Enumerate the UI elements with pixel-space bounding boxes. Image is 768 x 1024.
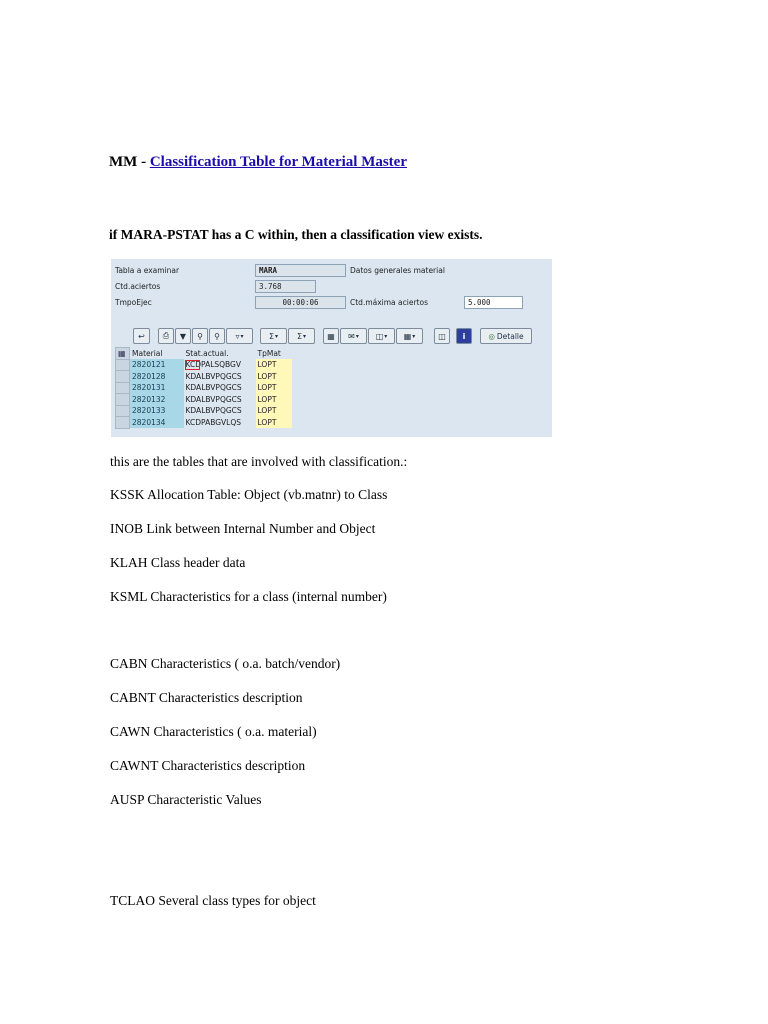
cell-tpmat[interactable]: LOPT xyxy=(256,359,292,371)
body-line: CAWN Characteristics ( o.a. material) xyxy=(110,724,317,739)
find-next-icon[interactable]: ⚲ xyxy=(209,328,225,344)
row-selector[interactable] xyxy=(116,394,130,406)
row-selector[interactable] xyxy=(116,371,130,383)
tabla-label: Tabla a examinar xyxy=(115,266,180,275)
cell-stat[interactable]: KDALBVPQGCS xyxy=(184,405,256,417)
body-line: CAWNT Characteristics description xyxy=(110,758,306,773)
heading-link[interactable]: Classification Table for Material Master xyxy=(149,154,407,170)
detalle-button[interactable] xyxy=(480,328,532,344)
export-icon[interactable]: ◫ ▾ xyxy=(368,328,395,344)
grid-header-row xyxy=(116,348,292,360)
select-all-icon[interactable]: ▦ xyxy=(116,348,130,360)
body-line: CABN Characteristics ( o.a. batch/vendor) xyxy=(110,656,341,671)
aciertos-value: 3.768 xyxy=(255,280,316,293)
print-preview-icon[interactable]: ▦ xyxy=(323,328,339,344)
find-icon[interactable]: ⚲ xyxy=(192,328,208,344)
table-row[interactable] xyxy=(116,394,292,406)
body-line: KLAH Class header data xyxy=(110,555,246,570)
cell-tpmat[interactable]: LOPT xyxy=(256,417,292,429)
cell-tpmat[interactable]: LOPT xyxy=(256,371,292,383)
cell-tpmat[interactable]: LOPT xyxy=(256,394,292,406)
cell-stat[interactable]: KDALBVPQGCS xyxy=(184,394,256,406)
table-row[interactable] xyxy=(116,382,292,394)
cell-stat[interactable]: KCDPABGVLQS xyxy=(184,417,256,429)
cell-stat[interactable] xyxy=(184,359,256,371)
table-row[interactable] xyxy=(116,417,292,429)
row-selector[interactable] xyxy=(116,405,130,417)
sap-screenshot xyxy=(111,259,552,437)
cell-material[interactable]: 2820128 xyxy=(130,371,184,383)
alv-grid xyxy=(115,347,292,429)
detalle-label: Detalle xyxy=(496,331,524,341)
detail-icon: ◎ xyxy=(488,331,495,341)
highlight-box xyxy=(185,360,200,370)
table-row[interactable] xyxy=(116,371,292,383)
cell-material[interactable]: 2820133 xyxy=(130,405,184,417)
print-icon[interactable]: ⎙ xyxy=(158,328,174,344)
heading-prefix: MM - xyxy=(109,154,150,170)
col-material[interactable]: Material xyxy=(130,348,184,360)
info-icon[interactable]: i xyxy=(456,328,472,344)
body-line: AUSP Characteristic Values xyxy=(110,792,262,807)
filter-funnel-icon[interactable]: ▼ xyxy=(175,328,191,344)
filter-icon[interactable]: ▿ ▾ xyxy=(226,328,253,344)
col-tpmat[interactable]: TpMat xyxy=(256,348,292,360)
cell-stat[interactable]: KDALBVPQGCS xyxy=(184,382,256,394)
back-icon[interactable]: ↩ xyxy=(133,328,150,344)
max-value[interactable]: 5.000 xyxy=(464,296,523,309)
table-row[interactable] xyxy=(116,405,292,417)
subtotal-icon[interactable]: Σ ▾ xyxy=(288,328,315,344)
alv-toolbar xyxy=(130,328,542,345)
layout-icon[interactable]: ▦ ▾ xyxy=(396,328,423,344)
cell-material[interactable]: 2820121 xyxy=(130,359,184,371)
cell-tpmat[interactable]: LOPT xyxy=(256,382,292,394)
col-stat-actual[interactable]: Stat.actual. xyxy=(184,348,256,360)
cell-stat-text: KCDPALSQBGV xyxy=(185,360,241,370)
sum-icon[interactable]: Σ ▾ xyxy=(260,328,287,344)
body-line: CABNT Characteristics description xyxy=(110,690,303,705)
cell-stat[interactable]: KDALBVPQGCS xyxy=(184,371,256,383)
row-selector[interactable] xyxy=(116,359,130,371)
body-line: TCLAO Several class types for object xyxy=(110,893,316,908)
tabla-value: MARA xyxy=(255,264,346,277)
body-line: this are the tables that are involved with classification.: xyxy=(110,454,408,469)
abc-icon[interactable]: ◫ xyxy=(434,328,450,344)
row-selector[interactable] xyxy=(116,417,130,429)
cell-tpmat[interactable]: LOPT xyxy=(256,405,292,417)
page-heading xyxy=(109,154,407,171)
tiempo-label: TmpoEjec xyxy=(115,298,152,307)
body-line: KSML Characteristics for a class (internal number) xyxy=(110,589,387,604)
table-row[interactable] xyxy=(116,359,292,371)
cell-material[interactable]: 2820132 xyxy=(130,394,184,406)
cell-material[interactable]: 2820131 xyxy=(130,382,184,394)
aciertos-label: Ctd.aciertos xyxy=(115,282,161,291)
max-label: Ctd.máxima aciertos xyxy=(350,298,428,307)
row-selector[interactable] xyxy=(116,382,130,394)
mail-icon[interactable]: ✉ ▾ xyxy=(340,328,367,344)
body-line: INOB Link between Internal Number and Object xyxy=(110,521,376,536)
tiempo-value: 00:00:06 xyxy=(255,296,346,309)
cell-material[interactable]: 2820134 xyxy=(130,417,184,429)
tabla-desc: Datos generales material xyxy=(350,266,445,275)
intro-text: if MARA-PSTAT has a C within, then a classification view exists. xyxy=(109,227,483,242)
body-line: KSSK Allocation Table: Object (vb.matnr) to Class xyxy=(110,487,388,502)
